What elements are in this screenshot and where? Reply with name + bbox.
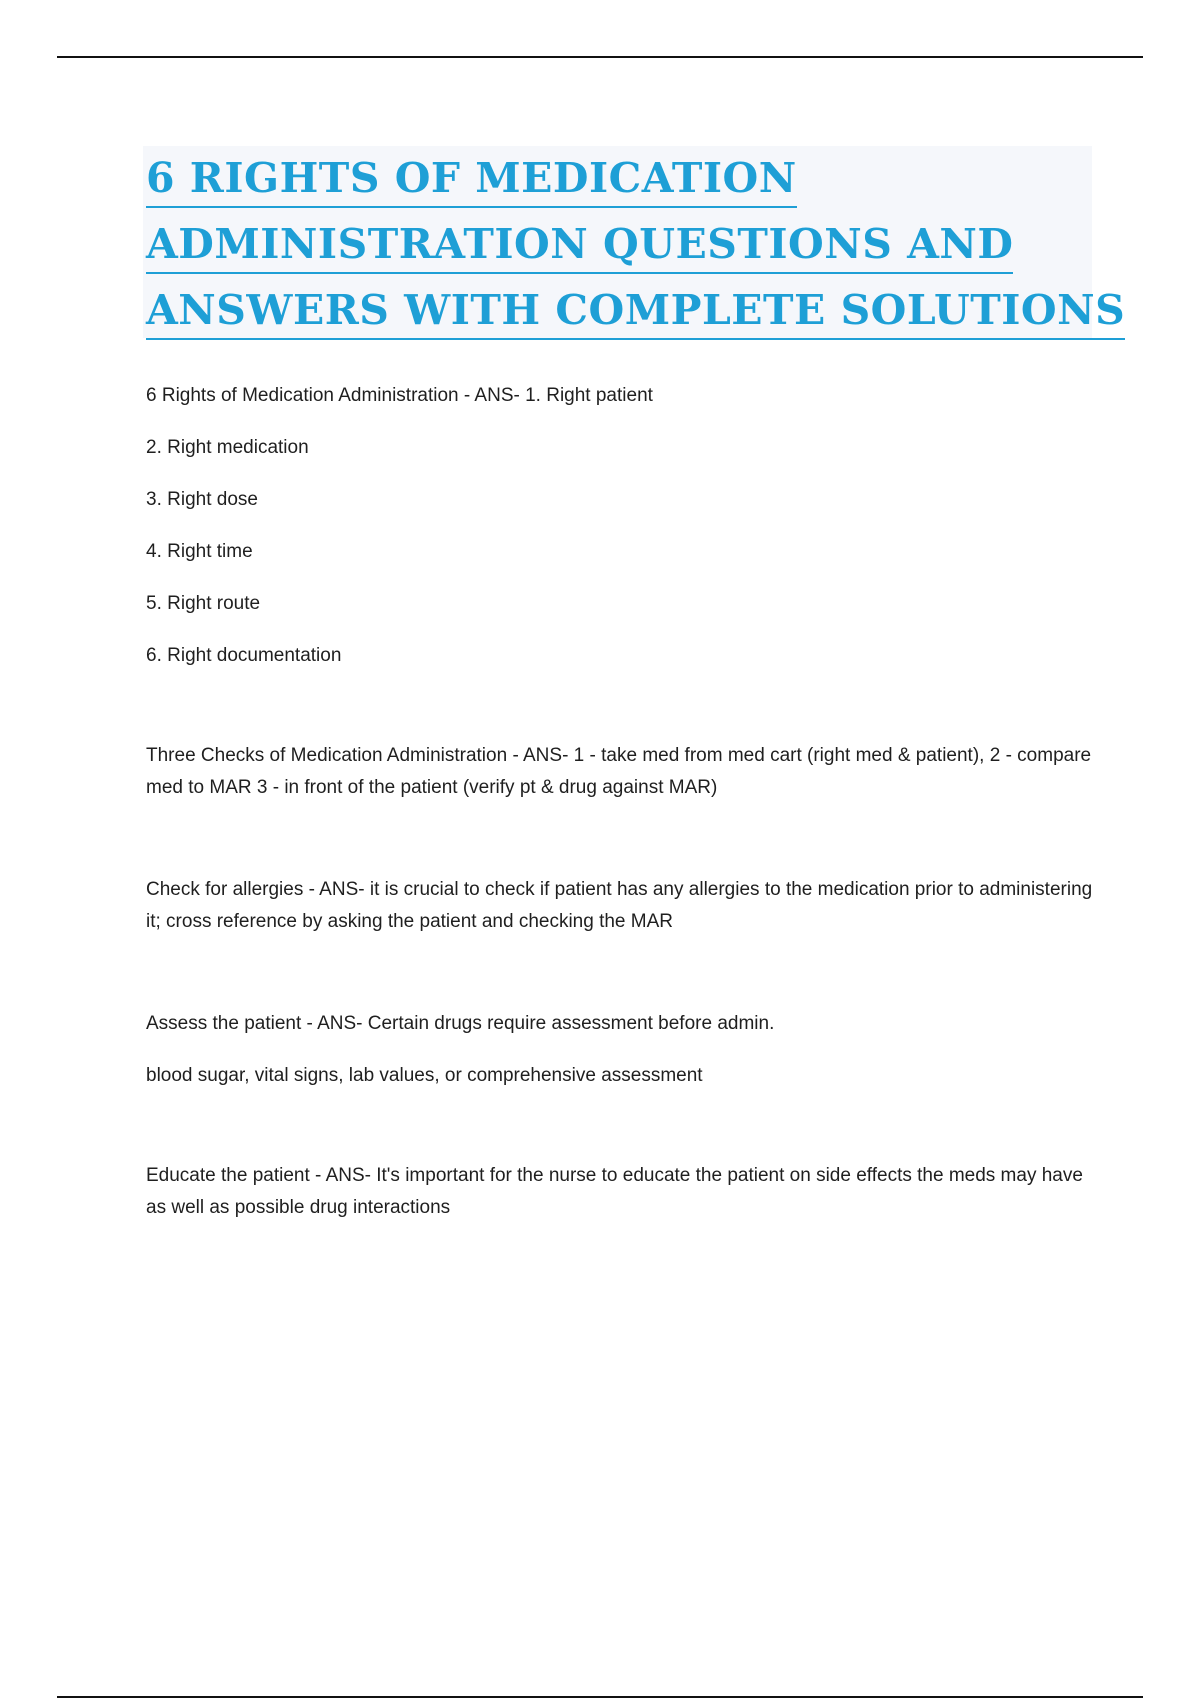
rights-item-2: 2. Right medication: [146, 437, 309, 458]
educate-answer: Educate the patient - ANS- It's important for the nurse to educate the patient on side effects the meds may have as well as possible drug interactions: [146, 1165, 1083, 1218]
bottom-rule: [57, 1696, 1143, 1698]
assess-detail: blood sugar, vital signs, lab values, or comprehensive assessment: [146, 1065, 703, 1086]
rights-item-6: 6. Right documentation: [146, 645, 342, 666]
allergies-answer: Check for allergies - ANS- it is crucial to check if patient has any allergies to the medication prior to administering it; cross reference by asking the patient and checking the MAR: [146, 879, 1093, 932]
rights-question: 6 Rights of Medication Administration - ANS- 1. Right patient: [146, 385, 653, 406]
rights-item-5: 5. Right route: [146, 593, 261, 614]
document-title: [146, 150, 1126, 348]
title-line-3: ANSWERS WITH COMPLETE SOLUTIONS: [146, 282, 1125, 340]
rights-item-4: 4. Right time: [146, 541, 253, 562]
title-line-1: 6 RIGHTS OF MEDICATION: [146, 150, 797, 208]
assess-answer: Assess the patient - ANS- Certain drugs require assessment before admin.: [146, 1013, 775, 1034]
rights-item-3: 3. Right dose: [146, 489, 258, 510]
top-rule: [57, 56, 1143, 58]
title-line-2: ADMINISTRATION QUESTIONS AND: [146, 216, 1013, 274]
document-body: [146, 380, 1096, 1224]
three-checks-answer: Three Checks of Medication Administration - ANS- 1 - take med from med cart (right med & patient), 2 - compare med to MAR 3 - in front of the patient (verify pt & drug against MAR): [146, 745, 1092, 798]
